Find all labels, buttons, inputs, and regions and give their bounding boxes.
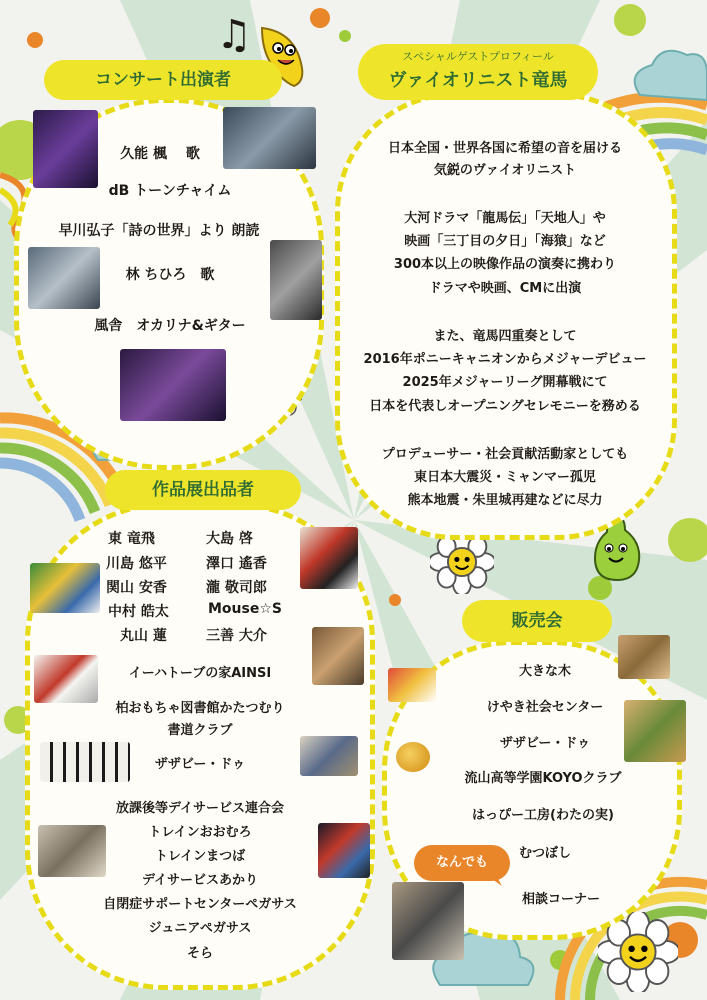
exhibition-title-pill [105, 470, 301, 510]
exhibitor-name: 瀧 敬司郎 [206, 580, 267, 596]
guest-p3-line3: 2025年メジャーリーグ開幕戦にて [402, 375, 608, 390]
guest-p2-line3: 300本以上の映像作品の演奏に携わり [393, 257, 617, 272]
ocarina-guitar-photo [120, 349, 226, 421]
painting-photo [30, 563, 100, 613]
speech-bubble-tail [482, 872, 502, 888]
exhibitor-name: 中村 皓太 [108, 604, 169, 620]
guest-p3-line1: また、竜馬四重奏として [433, 329, 577, 344]
guest-title-pill [358, 44, 598, 100]
exhibitor-group: イーハトーブの家AINSI [128, 666, 272, 681]
consultation-photo [392, 882, 464, 960]
performer-1: 久能 楓 歌 [120, 146, 200, 162]
pumpkin-photo [396, 742, 430, 772]
performer-4: 林 ちひろ 歌 [125, 267, 215, 283]
exhibitor-name: 川島 悠平 [106, 556, 167, 572]
framed-art-photo [300, 736, 358, 776]
exhibitor-group: 柏おもちゃ図書館かたつむり [115, 701, 285, 716]
guest-p3-line2: 2016年ポニーキャニオンからメジャーデビュー [363, 352, 647, 367]
concert-title-pill [44, 60, 282, 100]
exhibitor-name: 三善 大介 [206, 628, 267, 644]
chime-group-photo [223, 107, 316, 169]
guest-name: ヴァイオリニスト竜馬 [388, 70, 568, 91]
baked-goods-photo [618, 635, 670, 679]
exhibitor-group: ジュニアペガサス [148, 921, 252, 936]
guest-p2-line1: 大河ドラマ「龍馬伝」「天地人」や [404, 211, 606, 226]
calligraphy-photo [40, 742, 130, 782]
exhibitor-group: トレインまつば [154, 849, 246, 864]
exhibitor-name: 丸山 蓮 [120, 628, 167, 644]
guest-p3-line4: 日本を代表しオープニングセレモニーを務める [369, 399, 641, 414]
guest-p1-line1: 日本全国・世界各国に希望の音を届ける [387, 141, 622, 156]
concert-title: コンサート出演者 [95, 70, 231, 90]
exhibitor-name: Mouse☆S [208, 601, 282, 617]
guest-p2-line2: 映画「三丁目の夕日」「海猿」など [404, 234, 606, 249]
performer-5: 風舎 オカリナ&ギター [94, 318, 246, 334]
sales-item: ザザビー・ドゥ [499, 736, 591, 751]
exhibitor-group: 書道クラブ [167, 723, 233, 738]
sales-item: けやき社会センター [486, 700, 604, 715]
sales-item: はっぴー工房(わたの実) [472, 808, 614, 823]
guest-p2-line4: ドラマや映画、CMに出演 [428, 281, 582, 296]
artwork-photo [300, 527, 358, 589]
exhibitor-group: ザザビー・ドゥ [154, 757, 246, 772]
singer-photo [270, 240, 322, 320]
sales-title: 販売会 [511, 611, 563, 631]
exhibitor-group: そら [186, 946, 213, 961]
sales-title-pill [462, 600, 612, 642]
exhibitor-name: 大島 啓 [206, 531, 253, 547]
sales-item: むつぼし [518, 846, 571, 861]
exhibitor-group: 自閉症サポートセンターペガサス [103, 897, 297, 912]
gallery-wall-photo [34, 655, 98, 703]
exhibitor-group: デイサービスあかり [141, 873, 259, 888]
exhibitor-name: 関山 安香 [106, 580, 167, 596]
market-stall-photo [388, 668, 436, 702]
exhibitor-group: 放課後等デイサービス連合会 [115, 801, 285, 816]
hallway-photo [38, 825, 106, 877]
guitarist-photo [33, 110, 98, 188]
speech-bubble-text: なんでも [435, 855, 488, 870]
guest-p4-line1: プロデューサー・社会貢献活動家としても [381, 447, 629, 462]
guest-p4-line2: 東日本大震災・ミャンマー孤児 [414, 470, 596, 485]
performer-2: dB トーンチャイム [108, 183, 232, 199]
exhibitor-group: トレインおおむろ [148, 825, 252, 840]
guest-p4-line3: 熊本地震・朱里城再建などに尽力 [407, 493, 603, 508]
guest-label: スペシャルゲストプロフィール [402, 50, 554, 63]
exhibitor-name: 東 竜飛 [108, 531, 155, 547]
exhibitor-name: 澤口 遙香 [206, 556, 267, 572]
sales-item: 流山高等学園KOYOクラブ [464, 771, 622, 786]
exhibition-title: 作品展出品者 [152, 480, 254, 500]
crafts-photo [312, 627, 364, 685]
sales-item: 相談コーナー [521, 892, 600, 907]
music-note-icon: ♫ [216, 12, 252, 58]
guest-p1-line2: 気鋭のヴァイオリニスト [433, 163, 577, 178]
reader-photo [28, 247, 100, 309]
performer-3: 早川弘子「詩の世界」より 朗読 [58, 223, 260, 239]
drawings-photo [318, 823, 370, 878]
sales-item: 大きな木 [518, 664, 571, 679]
